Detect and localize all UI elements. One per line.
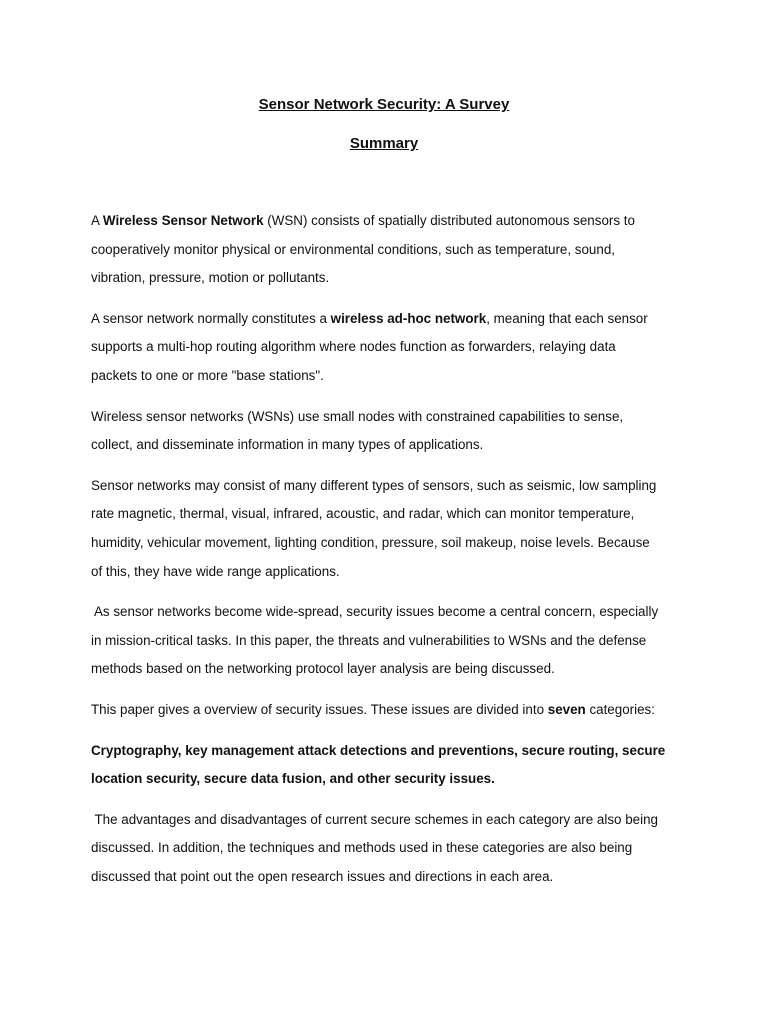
text-run: (WSN) consists of spatially distributed autonomous sensors to xyxy=(263,213,635,228)
text-line xyxy=(91,696,691,725)
text-line: cooperatively monitor physical or environmental conditions, such as temperature, sound, xyxy=(91,241,615,257)
bold-term: wireless ad-hoc network xyxy=(330,310,487,326)
text-line: discussed. In addition, the techniques and methods used in these categories are also being xyxy=(91,840,633,856)
text-line: supports a multi-hop routing algorithm where nodes function as forwarders, relaying data xyxy=(91,339,616,355)
text-run: A xyxy=(91,213,103,228)
paragraph-security-concern xyxy=(91,598,691,684)
paragraph-overview xyxy=(91,696,691,725)
text-run: This paper gives a overview of security issues. These issues are divided into xyxy=(91,701,548,717)
text-run: categories: xyxy=(585,701,655,717)
text-line: location security, secure data fusion, and other security issues. xyxy=(91,771,495,787)
text-run: , meaning that each sensor xyxy=(486,310,648,326)
text-line: As sensor networks become wide-spread, security issues become a central concern, especially xyxy=(91,604,659,620)
body-text xyxy=(91,207,691,903)
text-run: A sensor network normally constitutes a xyxy=(91,310,331,326)
paragraph-categories xyxy=(91,737,691,794)
paragraph-small-nodes xyxy=(91,403,691,460)
text-line: vibration, pressure, motion or pollutants. xyxy=(91,270,330,286)
text-line: The advantages and disadvantages of current secure schemes in each category are also being xyxy=(91,811,658,827)
text-line: humidity, vehicular movement, lighting condition, pressure, soil makeup, noise levels. Because xyxy=(91,534,650,550)
text-line xyxy=(91,305,691,334)
paragraph-wsn-definition xyxy=(91,207,691,293)
text-line: methods based on the networking protocol layer analysis are being discussed. xyxy=(91,661,555,677)
page-title: Sensor Network Security: A Survey xyxy=(258,96,510,113)
bold-term: Wireless Sensor Network xyxy=(102,213,264,228)
text-line: Cryptography, key management attack detections and preventions, secure routing, secure xyxy=(91,742,666,758)
paragraph-sensor-types xyxy=(91,472,691,586)
text-line: in mission-critical tasks. In this paper, the threats and vulnerabilities to WSNs and the defense xyxy=(91,632,647,648)
text-line: of this, they have wide range applications. xyxy=(91,563,340,579)
text-line: Sensor networks may consist of many different types of sensors, such as seismic, low sampling xyxy=(91,477,657,493)
text-line: rate magnetic, thermal, visual, infrared, acoustic, and radar, which can monitor temperature, xyxy=(91,506,635,522)
section-heading: Summary xyxy=(349,135,419,152)
text-line: Wireless sensor networks (WSNs) use small nodes with constrained capabilities to sense, xyxy=(91,408,624,424)
paragraph-adhoc-network xyxy=(91,305,691,391)
text-line: discussed that point out the open research issues and directions in each area. xyxy=(91,868,554,884)
text-line: collect, and disseminate information in many types of applications. xyxy=(91,437,484,453)
paragraph-advantages xyxy=(91,806,691,892)
text-line: packets to one or more "base stations". xyxy=(91,367,324,383)
text-line xyxy=(91,207,691,236)
bold-term: seven xyxy=(547,701,586,717)
